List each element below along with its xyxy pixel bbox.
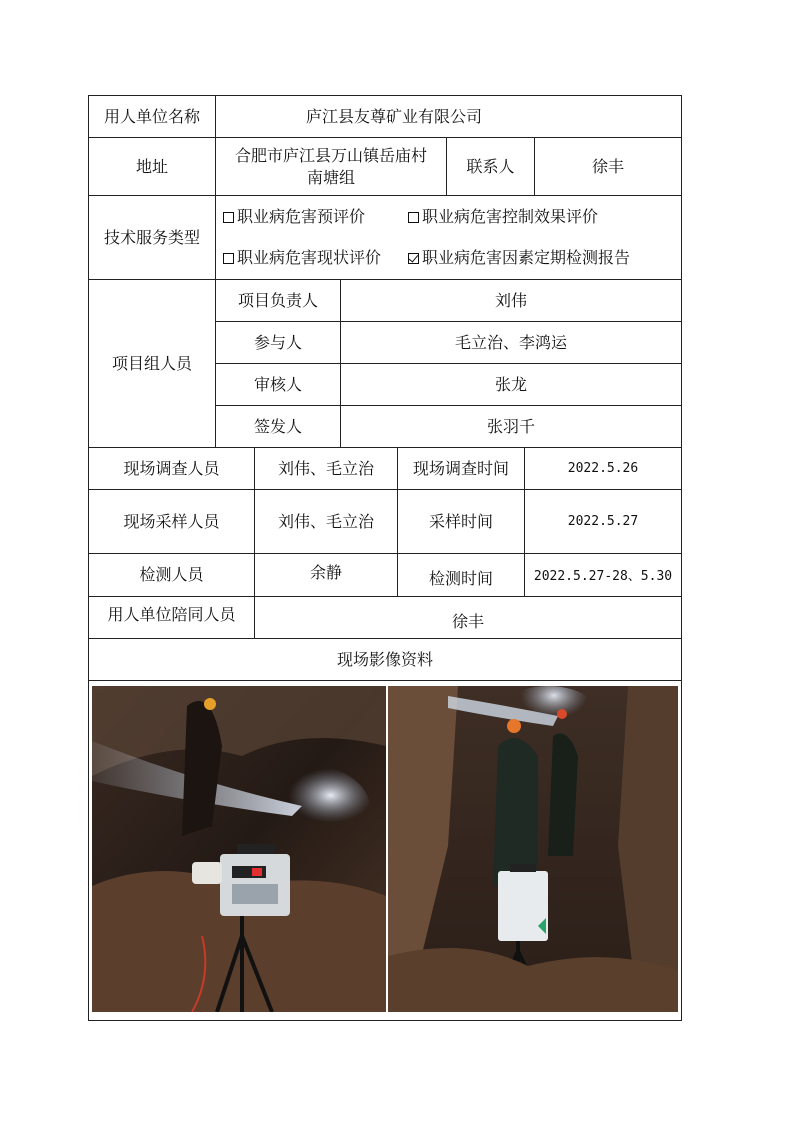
address-line-2: 南塘组 (306, 167, 355, 187)
testing-staff-value: 余静 (255, 554, 398, 597)
site-images-title: 现场影像资料 (89, 639, 681, 681)
survey-staff-value: 刘伟、毛立治 (255, 448, 398, 490)
team-role-leader: 项目负责人 (216, 280, 341, 322)
team-role-participants: 参与人 (216, 322, 341, 364)
option-pre-evaluation-label: 职业病危害预评价 (237, 207, 366, 226)
escort-staff-label: 用人单位陪同人员 (89, 597, 255, 639)
site-photo-right (388, 686, 678, 1012)
option-status-evaluation[interactable] (223, 247, 381, 269)
team-name-issuer: 张羽千 (341, 406, 681, 448)
address-value (216, 138, 447, 196)
address-label: 地址 (89, 138, 216, 196)
service-type-label: 技术服务类型 (89, 196, 216, 280)
site-photo-left (92, 686, 386, 1012)
site-photo-left-image (92, 686, 386, 1012)
team-name-reviewer: 张龙 (341, 364, 681, 406)
survey-staff-label: 现场调查人员 (89, 448, 255, 490)
unit-name-label: 用人单位名称 (89, 96, 216, 138)
sampling-staff-value: 刘伟、毛立治 (255, 490, 398, 554)
site-photo-right-image (388, 686, 678, 1012)
testing-time-value: 2022.5.27-28、5.30 (525, 554, 681, 597)
option-control-effect-label: 职业病危害控制效果评价 (422, 207, 599, 226)
survey-time-value: 2022.5.26 (525, 448, 681, 490)
checkbox-status-evaluation[interactable] (223, 253, 234, 264)
sampling-time-label: 采样时间 (398, 490, 525, 554)
option-status-evaluation-label: 职业病危害现状评价 (237, 248, 382, 267)
option-periodic-testing-report[interactable] (408, 247, 630, 269)
sampling-time-value: 2022.5.27 (525, 490, 681, 554)
contact-label: 联系人 (447, 138, 535, 196)
escort-staff-value: 徐丰 (255, 597, 681, 639)
unit-name-value: 庐江县友尊矿业有限公司 (216, 96, 681, 138)
team-role-issuer: 签发人 (216, 406, 341, 448)
testing-time-label: 检测时间 (398, 554, 525, 597)
address-line-1: 合肥市庐江县万山镇岳庙村 (234, 145, 427, 165)
survey-time-label: 现场调查时间 (398, 448, 525, 490)
contact-value: 徐丰 (535, 138, 681, 196)
testing-staff-label: 检测人员 (89, 554, 255, 597)
option-periodic-testing-label: 职业病危害因素定期检测报告 (422, 248, 631, 267)
record-form (88, 95, 682, 1021)
option-control-effect-evaluation[interactable] (408, 206, 598, 228)
sampling-staff-label: 现场采样人员 (89, 490, 255, 554)
checkbox-periodic-testing-report[interactable] (408, 253, 419, 264)
service-type-options (216, 196, 681, 280)
team-name-participants: 毛立治、李鸿运 (341, 322, 681, 364)
option-pre-evaluation[interactable] (223, 206, 365, 228)
checkbox-control-effect-evaluation[interactable] (408, 212, 419, 223)
project-team-label: 项目组人员 (89, 280, 216, 448)
checkbox-pre-evaluation[interactable] (223, 212, 234, 223)
team-name-leader: 刘伟 (341, 280, 681, 322)
team-role-reviewer: 审核人 (216, 364, 341, 406)
